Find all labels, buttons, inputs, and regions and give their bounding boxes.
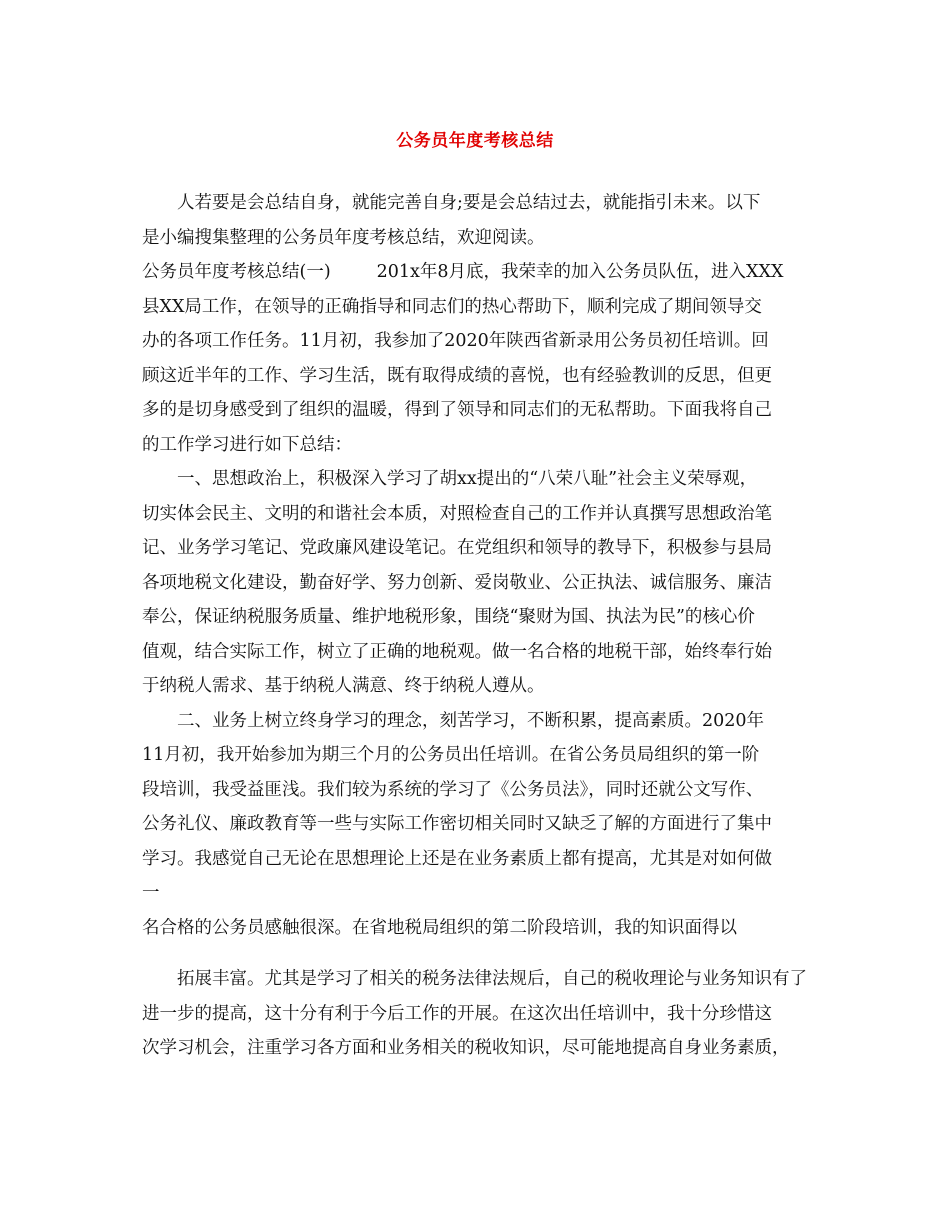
text-line: 次学习机会，注重学习各方面和业务相关的税收知识，尽可能地提高自身业务素质， [142,1038,790,1058]
text-line-section-heading [142,255,814,290]
text-line: 的工作学习进行如下总结： [142,434,352,455]
text-line: 学习。我感觉自己无论在思想理论上还是在业务素质上都有提高，尤其是对如何做 [142,848,772,869]
text-line: 一、思想政治上，积极深入学习了胡xx提出的“八荣八耻”社会主义荣辱观， [177,469,758,489]
text-line: 人若要是会总结自身，就能完善自身;要是会总结过去，就能指引未来。以下 [177,193,761,213]
text-line: 多的是切身感受到了组织的温暖，得到了领导和同志们的无私帮助。下面我将自己 [142,400,772,420]
text-line: 是小编搜集整理的公务员年度考核总结，欢迎阅读。 [142,227,545,248]
text-line: 各项地税文化建设，勤奋好学、努力创新、爱岗敬业、公正执法、诚信服务、廉洁 [142,572,772,593]
text-line: 办的各项工作任务。11月初，我参加了2020年陕西省新录用公务员初任培训。回 [142,331,769,351]
text-line: 名合格的公务员感触很深。在省地税局组织的第二阶段培训，我的知识面得以 [142,917,737,938]
text-line: 值观，结合实际工作，树立了正确的地税观。做一名合格的地税干部，始终奉行始 [142,641,772,662]
text-line: 切实体会民主、文明的和谐社会本质，对照检查自己的工作并认真撰写思想政治笔 [142,503,772,524]
text-line: 段培训，我受益匪浅。我们较为系统的学习了《公务员法》，同时还就公文写作、 [142,779,764,800]
text-line: 于纳税人需求、基于纳税人满意、终于纳税人遵从。 [142,676,545,696]
document-body [142,186,814,1066]
text-line: 一 [142,883,160,903]
text-line: 记、业务学习笔记、党政廉风建设笔记。在党组织和领导的教导下，积极参与县局 [142,538,772,558]
text-line: 公务礼仪、廉政教育等一些与实际工作密切相关同时又缺乏了解的方面进行了集中 [142,814,772,834]
text-line: 奉公，保证纳税服务质量、维护地税形象，围绕“聚财为国、执法为民”的核心价 [142,607,755,627]
text-line: 县XX局工作，在领导的正确指导和同志们的热心帮助下，顺利完成了期间领导交 [142,296,762,317]
text-line: 201x年8月底，我荣幸的加入公务员队伍，进入XXX [376,262,784,282]
text-line: 二、业务上树立终身学习的理念，刻苦学习，不断积累，提高素质。2020年 [177,710,765,731]
document-title: 公务员年度考核总结 [396,131,554,151]
text-line: 拓展丰富。尤其是学习了相关的税务法律法规后，自己的税收理论与业务知识有了 [177,969,807,989]
text-line: 进一步的提高，这十分有利于今后工作的开展。在这次出任培训中，我十分珍惜这 [142,1003,772,1024]
section-heading: 公务员年度考核总结(一) [142,262,331,282]
text-line: 11月初，我开始参加为期三个月的公务员出任培训。在省公务员局组织的第一阶 [142,745,760,765]
text-line: 顾这近半年的工作、学习生活，既有取得成绩的喜悦，也有经验教训的反思，但更 [142,365,772,386]
